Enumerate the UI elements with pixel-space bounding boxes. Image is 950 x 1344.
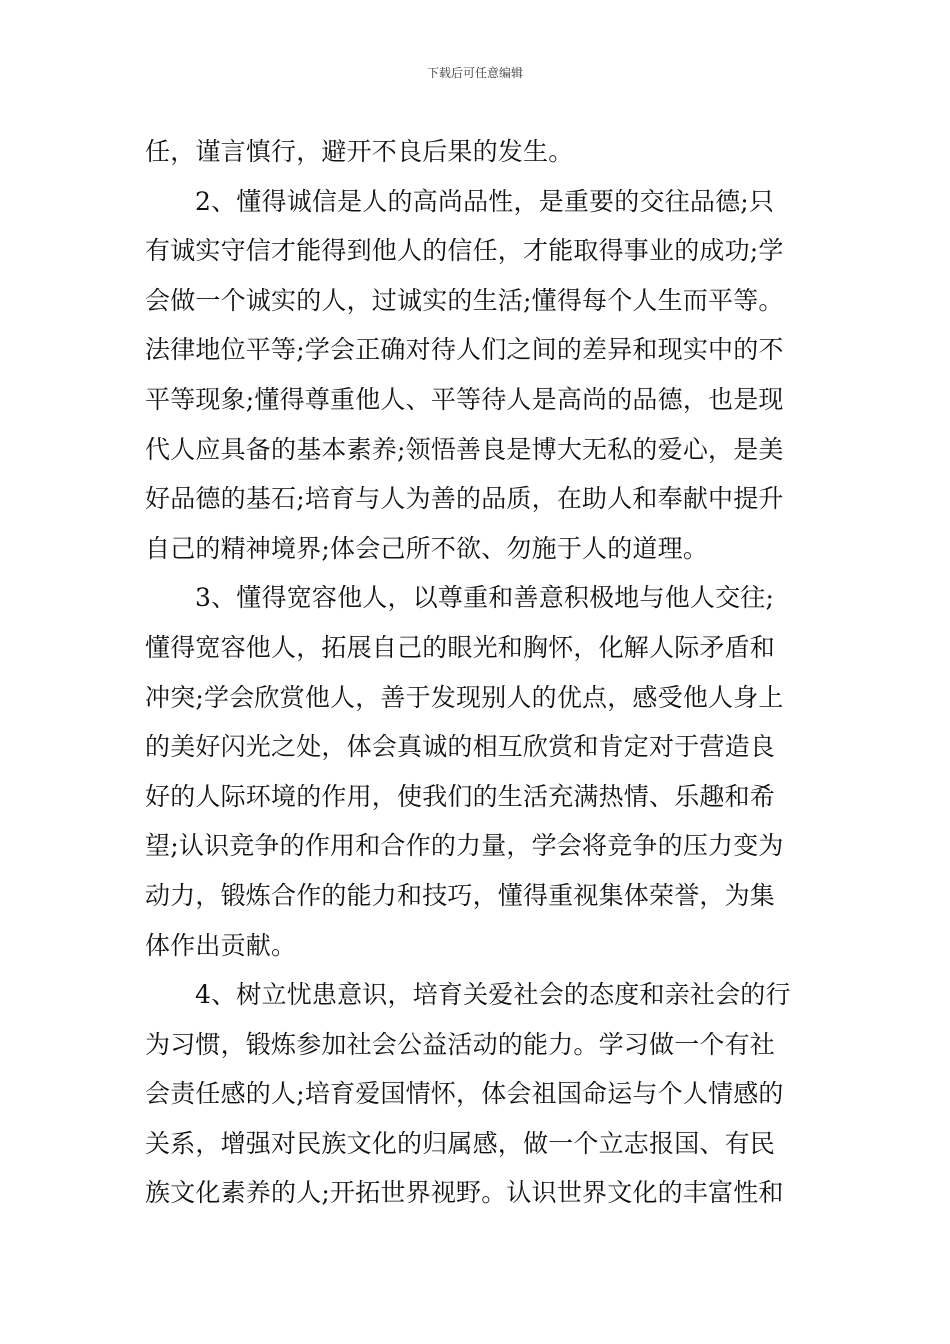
text-line: 冲突;学会欣赏他人，善于发现别人的优点，感受他人身上 xyxy=(145,682,784,712)
text-line: 望;认识竞争的作用和合作的力量，学会将竞争的压力变为 xyxy=(145,831,784,861)
text-line: 有诚实守信才能得到他人的信任，才能取得事业的成功;学 xyxy=(145,236,784,266)
paragraph-start-line: 3、懂得宽容他人，以尊重和善意积极地与他人交往; xyxy=(195,583,775,613)
text-line: 懂得宽容他人，拓展自己的眼光和胸怀，化解人际矛盾和 xyxy=(145,632,776,662)
text-line: 会责任感的人;培育爱国情怀，体会祖国命运与个人情感的 xyxy=(145,1079,784,1109)
text-line: 体作出贡献。 xyxy=(145,930,297,960)
text-line: 族文化素养的人;开拓世界视野。认识世界文化的丰富性和 xyxy=(145,1178,784,1208)
text-line: 平等现象;懂得尊重他人、平等待人是高尚的品德，也是现 xyxy=(145,384,784,414)
text-line: 自己的精神境界;体会己所不欲、勿施于人的道理。 xyxy=(145,533,709,563)
text-line: 动力，锻炼合作的能力和技巧，懂得重视集体荣誉，为集 xyxy=(145,880,776,910)
text-line: 好的人际环境的作用，使我们的生活充满热情、乐趣和希 xyxy=(145,781,776,811)
text-line: 会做一个诚实的人，过诚实的生活;懂得每个人生而平等。 xyxy=(145,285,784,315)
paragraph-start-line: 4、树立忧患意识，培育关爱社会的态度和亲社会的行 xyxy=(195,980,791,1010)
text-line: 任，谨言慎行，避开不良后果的发生。 xyxy=(145,137,574,166)
paragraph-start-line: 2、懂得诚信是人的高尚品性，是重要的交往品德;只 xyxy=(195,186,775,216)
text-line: 法律地位平等;学会正确对待人们之间的差异和现实中的不 xyxy=(145,335,784,365)
text-line: 关系，增强对民族文化的归属感，做一个立志报国、有民 xyxy=(145,1128,776,1158)
text-line: 代人应具备的基本素养;领悟善良是博大无私的爱心，是美 xyxy=(145,434,784,464)
text-line: 的美好闪光之处，体会真诚的相互欣赏和肯定对于营造良 xyxy=(145,732,776,762)
document-body xyxy=(145,127,810,1218)
page-header: 下载后可任意编辑 xyxy=(426,66,523,80)
text-line: 为习惯，锻炼参加社会公益活动的能力。学习做一个有社 xyxy=(145,1029,776,1059)
text-line: 好品德的基石;培育与人为善的品质，在助人和奉献中提升 xyxy=(145,484,784,514)
